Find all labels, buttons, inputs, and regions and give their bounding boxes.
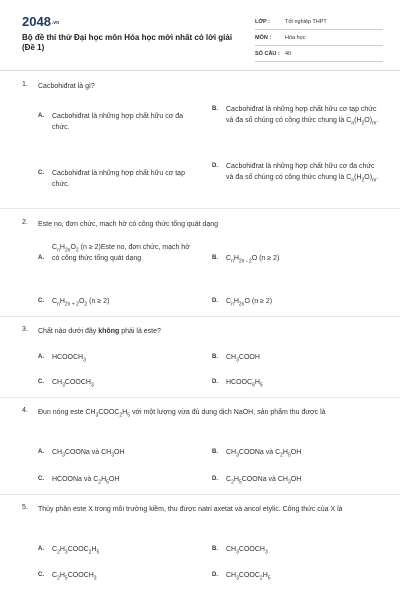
meta-class: LỚP : Tốt nghiệp THPT (255, 15, 383, 30)
header-divider (0, 70, 400, 71)
question-stem: Thủy phân este X trong môi trường kiềm, thu được natri axetat và ancol etylic. Công thức của X là (38, 506, 343, 513)
meta-subject: MÔN : Hóa học (255, 31, 383, 46)
meta-question-count: SỐ CÂU : 40 (255, 47, 383, 62)
question-number: 3. (22, 326, 28, 333)
document-title: Bộ đề thi thử Đại học môn Hóa học mới nhất có lời giải (Đề 1) (22, 33, 233, 52)
question-divider (0, 316, 400, 317)
question-number: 4. (22, 407, 28, 414)
exam-page: 2048.vn Bộ đề thi thử Đại học môn Hóa học mới nhất có lời giải (Đề 1) LỚP : Tốt nghiệp THPT MÔN : Hóa học SỐ CÂU : 40 1. Cacbohiđrat là gì? A. Cacbohiđrat là những hợp chất hữu cơ đa chức. B. Cacbohiđrat là những hợp chất hữu cơ tạp chức và đa số chúng có công thức chung là $C_n(H_2O)_m$. C. Cacbohiđrat là những hợp chất hữu cơ tạp chức. D. Cacbohiđrat là những hợp chất hữu cơ đa chức và đa số chúng có công thức chung là $C_n(H_2O)_m$. 2. Este no, đơn chức, mạch hở có công thức tổng quát dạng A. $C_nH_{2n}O_2$ (n ≥ 2)Este no, đơn chức, mạch hở có công thức tổng quát dạng B. $C_nH_{2n - 2}O$ (n ≥ 2) C. $C_nH_{2n + 2}O_2$ (n ≥ 2) D. $C_nH_{2n}O$ (n ≥ 2) 3. Chất nào dưới đây không phải là este? A. $HCOOCH_3$ B. $CH_3COOH$ C. $CH_3COOCH_3$ D. $HCOOC_6H_5$ 4. Đun nóng este $CH_3COOC_2H_5$ với một lượng vừa đủ dung dịch NaOH, sản phẩm thu được là A. $CH_3COONa$ và $CH_3OH$ B. $CH_3COONa$ và $C_2H_5OH$ C. HCOONa và $C_2H_5OH$ D. $C_2H_5COONa$ và $CH_3OH$ 5. Thủy phân este X trong môi trường kiềm, thu được natri axetat và ancol etylic. Công thức của X là A. $C_2H_3COOC_2H_5$ B. $CH_3COOCH_3$ C. $C_2H_5COOCH_3$ D. $CH_3COOC_2H_5$ (0, 0, 400, 600)
question-stem: Chất nào dưới đây không phải là este? (38, 328, 161, 335)
question-stem: Đun nóng este $CH_3COOC_2H_5$ với một lượng vừa đủ dung dịch NaOH, sản phẩm thu được là (38, 409, 326, 419)
question-number: 1. (22, 81, 28, 88)
question-stem: Cacbohiđrat là gì? (38, 83, 95, 90)
question-stem: Este no, đơn chức, mạch hở có công thức tổng quát dạng (38, 221, 219, 228)
question-divider (0, 494, 400, 495)
site-logo[interactable]: 2048.vn (22, 14, 60, 29)
question-number: 2. (22, 219, 28, 226)
question-divider (0, 397, 400, 398)
question-number: 5. (22, 504, 28, 511)
question-divider (0, 208, 400, 209)
